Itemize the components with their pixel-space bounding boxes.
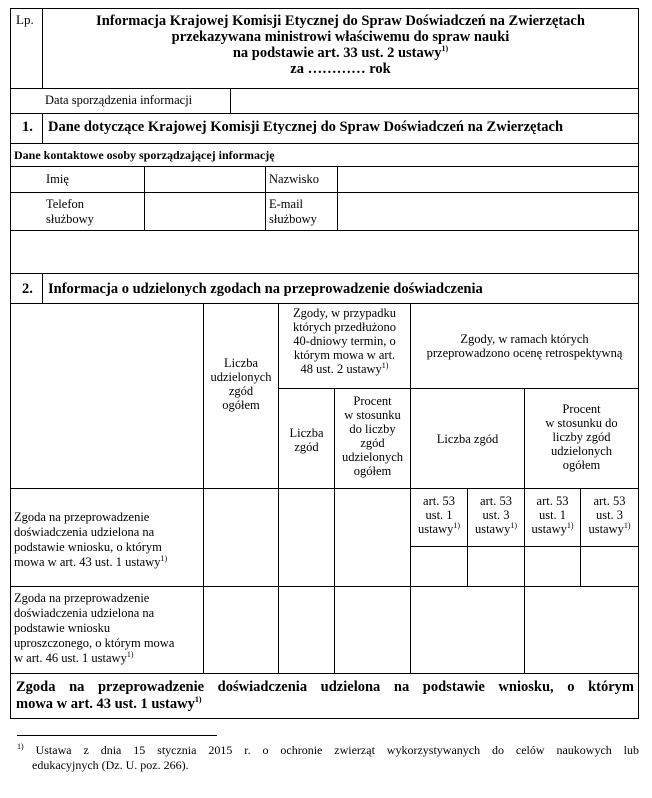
last-name-label: Nazwisko	[269, 172, 319, 186]
retro-count-header: Liczba zgód	[436, 432, 499, 446]
cell-standard-retro-pct-ust1[interactable]	[526, 548, 579, 585]
section3-title-line1: Zgoda na przeprowadzenie doświadczenia udzielona na podstawie wniosku, o którym	[16, 679, 634, 695]
title-line: przekazywana ministrowi właściwemu do spraw nauki	[171, 29, 510, 45]
section1-title: Dane dotyczące Krajowej Komisji Etycznej do Spraw Doświadczeń na Zwierzętach	[48, 119, 564, 135]
cell-simplified-percent[interactable]	[336, 588, 409, 672]
col-retro-header: Zgody, w ramach których przeprowadzono ocenę retrospektywną	[426, 332, 623, 360]
percent-header: Procent w stosunku do liczby zgód udzielonych ogółem	[341, 394, 404, 478]
cell-standard-retro-ust3[interactable]	[469, 548, 523, 585]
cell-standard-total[interactable]	[205, 490, 277, 585]
row-label-simplified: Zgoda na przeprowadzenie doświadczenia udzielona na podstawie wniosku uproszczonego, o którym mowa w art. 46 ust. 1 ustawy$^{1)}$	[14, 591, 175, 665]
col-total-header: Liczba udzielonych zgód ogółem	[210, 356, 272, 412]
cell-standard-count[interactable]	[280, 490, 333, 585]
title-line: za ………… rok	[290, 61, 391, 77]
date-field[interactable]	[232, 90, 637, 112]
email-label: E-mail służbowy	[269, 197, 317, 226]
retro-percent-header: Procent w stosunku do liczby zgód udzielonych ogółem	[545, 402, 618, 472]
art53-ust3-header: art. 53 ust. 3 ustawy$^{1)}$	[588, 494, 631, 536]
title-line: na podstawie art. 33 ust. 2 ustawy$^{1)}$	[232, 44, 449, 61]
contact-label: Dane kontaktowe osoby sporządzającej informację	[14, 148, 275, 162]
title-line: Informacja Krajowej Komisji Etycznej do Spraw Doświadczeń na Zwierzętach	[96, 13, 585, 29]
form-title	[43, 13, 638, 77]
cell-simplified-count[interactable]	[280, 588, 333, 672]
cell-simplified-retro-percent[interactable]	[526, 588, 637, 672]
count-header: Liczba zgód	[289, 426, 324, 454]
notes-field[interactable]	[12, 232, 637, 272]
section2-title: Informacja o udzielonych zgodach na przeprowadzenie doświadczenia	[48, 281, 483, 297]
cell-standard-retro-pct-ust3[interactable]	[582, 548, 637, 585]
art53-ust3-header: art. 53 ust. 3 ustawy$^{1)}$	[474, 494, 518, 536]
first-name-field[interactable]	[146, 168, 264, 191]
cell-standard-percent[interactable]	[336, 490, 409, 585]
first-name-label: Imię	[46, 172, 69, 186]
section1-number: 1.	[22, 119, 33, 135]
date-label: Data sporządzenia informacji	[45, 93, 193, 107]
cell-standard-retro-ust1[interactable]	[412, 548, 466, 585]
section2-number: 2.	[22, 281, 33, 297]
cell-simplified-retro-count[interactable]	[412, 588, 523, 672]
section3-title-line2: mowa w art. 43 ust. 1 ustawy$^{1)}$	[16, 695, 202, 712]
col-extended-header: Zgody, w przypadku których przedłużono 40-dniowy termin, o którym mowa w art. 48 ust. 2 ustawy$^{1)}$	[292, 306, 397, 376]
art53-ust1-header: art. 53 ust. 1 ustawy$^{1)}$	[417, 494, 461, 536]
phone-label: Telefon służbowy	[46, 197, 94, 226]
row-label-standard: Zgoda na przeprowadzenie doświadczenia udzielona na podstawie wniosku, o którym mowa w art. 43 ust. 1 ustawy$^{1)}$	[14, 510, 168, 569]
art53-ust1-header: art. 53 ust. 1 ustawy$^{1)}$	[531, 494, 574, 536]
last-name-field[interactable]	[339, 168, 637, 191]
phone-field[interactable]	[146, 194, 264, 229]
cell-simplified-total[interactable]	[205, 588, 277, 672]
email-field[interactable]	[339, 194, 637, 229]
lp-label: Lp.	[16, 12, 34, 27]
footnote: $^{1)}$ Ustawa z dnia 15 stycznia 2015 r. o ochronie zwierząt wykorzystywanych do celów naukowych lub edukacyjnych (Dz. U. poz. 266).	[17, 742, 640, 772]
